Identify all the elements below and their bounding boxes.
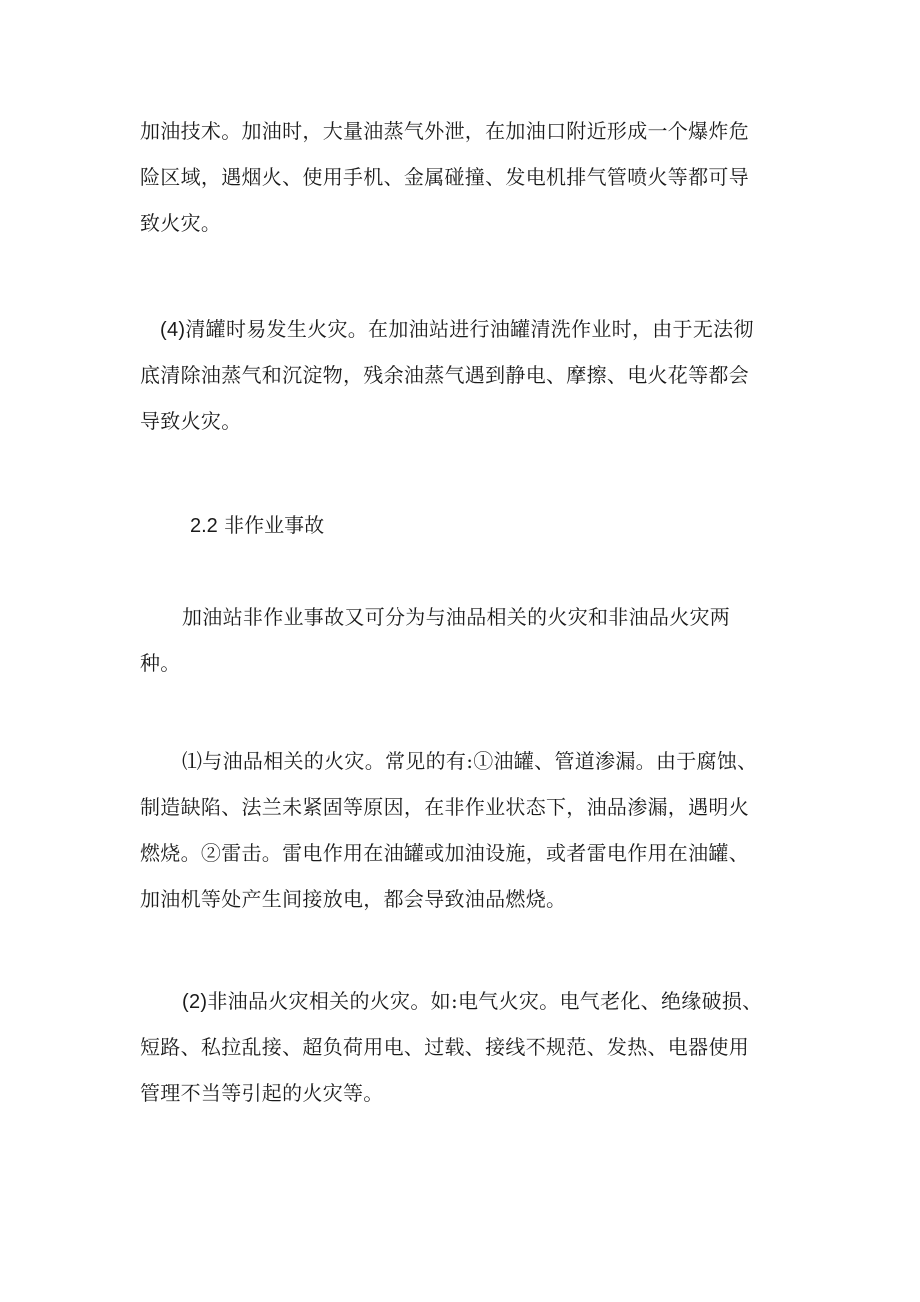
text-line: 致火灾。 [140,211,222,235]
item-number: (4) [160,319,186,341]
text-line: ⑴与油品相关的火灾。常见的有:①油罐、管道渗漏。由于腐蚀、 [182,749,758,773]
text-line [140,306,754,352]
paragraph-tank-cleaning-fire [140,306,754,444]
text-line: 管理不当等引起的火灾等。 [140,1081,384,1105]
text-line-content: 非油品火灾相关的火灾。如:电气火灾。电气老化、绝缘破损、 [207,989,763,1013]
section-heading [190,502,324,549]
text-line: 加油技术。加油时，大量油蒸气外泄，在加油口附近形成一个爆炸危 [140,119,749,143]
text-line: 导致火灾。 [140,409,242,433]
text-line: 底清除油蒸气和沉淀物，残余油蒸气遇到静电、摩擦、电火花等都会 [140,363,749,387]
paragraph-oil-related-fire [140,738,757,922]
text-line: 燃烧。②雷击。雷电作用在油罐或加油设施，或者雷电作用在油罐、 [140,841,749,865]
text-line: 制造缺陷、法兰未紧固等原因，在非作业状态下，油品渗漏，遇明火 [140,795,749,819]
text-line: 加油机等处产生间接放电，都会导致油品燃烧。 [140,887,567,911]
paragraph-non-oil-fire [140,978,762,1116]
paragraph-fire-during-refueling [140,108,749,246]
item-number: (2) [182,991,208,1013]
text-line: 短路、私拉乱接、超负荷用电、过载、接线不规范、发热、电器使用 [140,1035,749,1059]
paragraph-non-operation-intro [140,594,730,686]
text-line [140,978,762,1024]
text-line: 加油站非作业事故又可分为与油品相关的火灾和非油品火灾两 [182,605,731,629]
section-number: 2.2 [190,515,218,537]
text-line: 险区域，遇烟火、使用手机、金属碰撞、发电机排气管喷火等都可导 [140,165,749,189]
section-title: 非作业事故 [224,513,325,537]
text-line-content: 清罐时易发生火灾。在加油站进行油罐清洗作业时，由于无法彻 [185,317,754,341]
text-line: 种。 [140,651,181,675]
